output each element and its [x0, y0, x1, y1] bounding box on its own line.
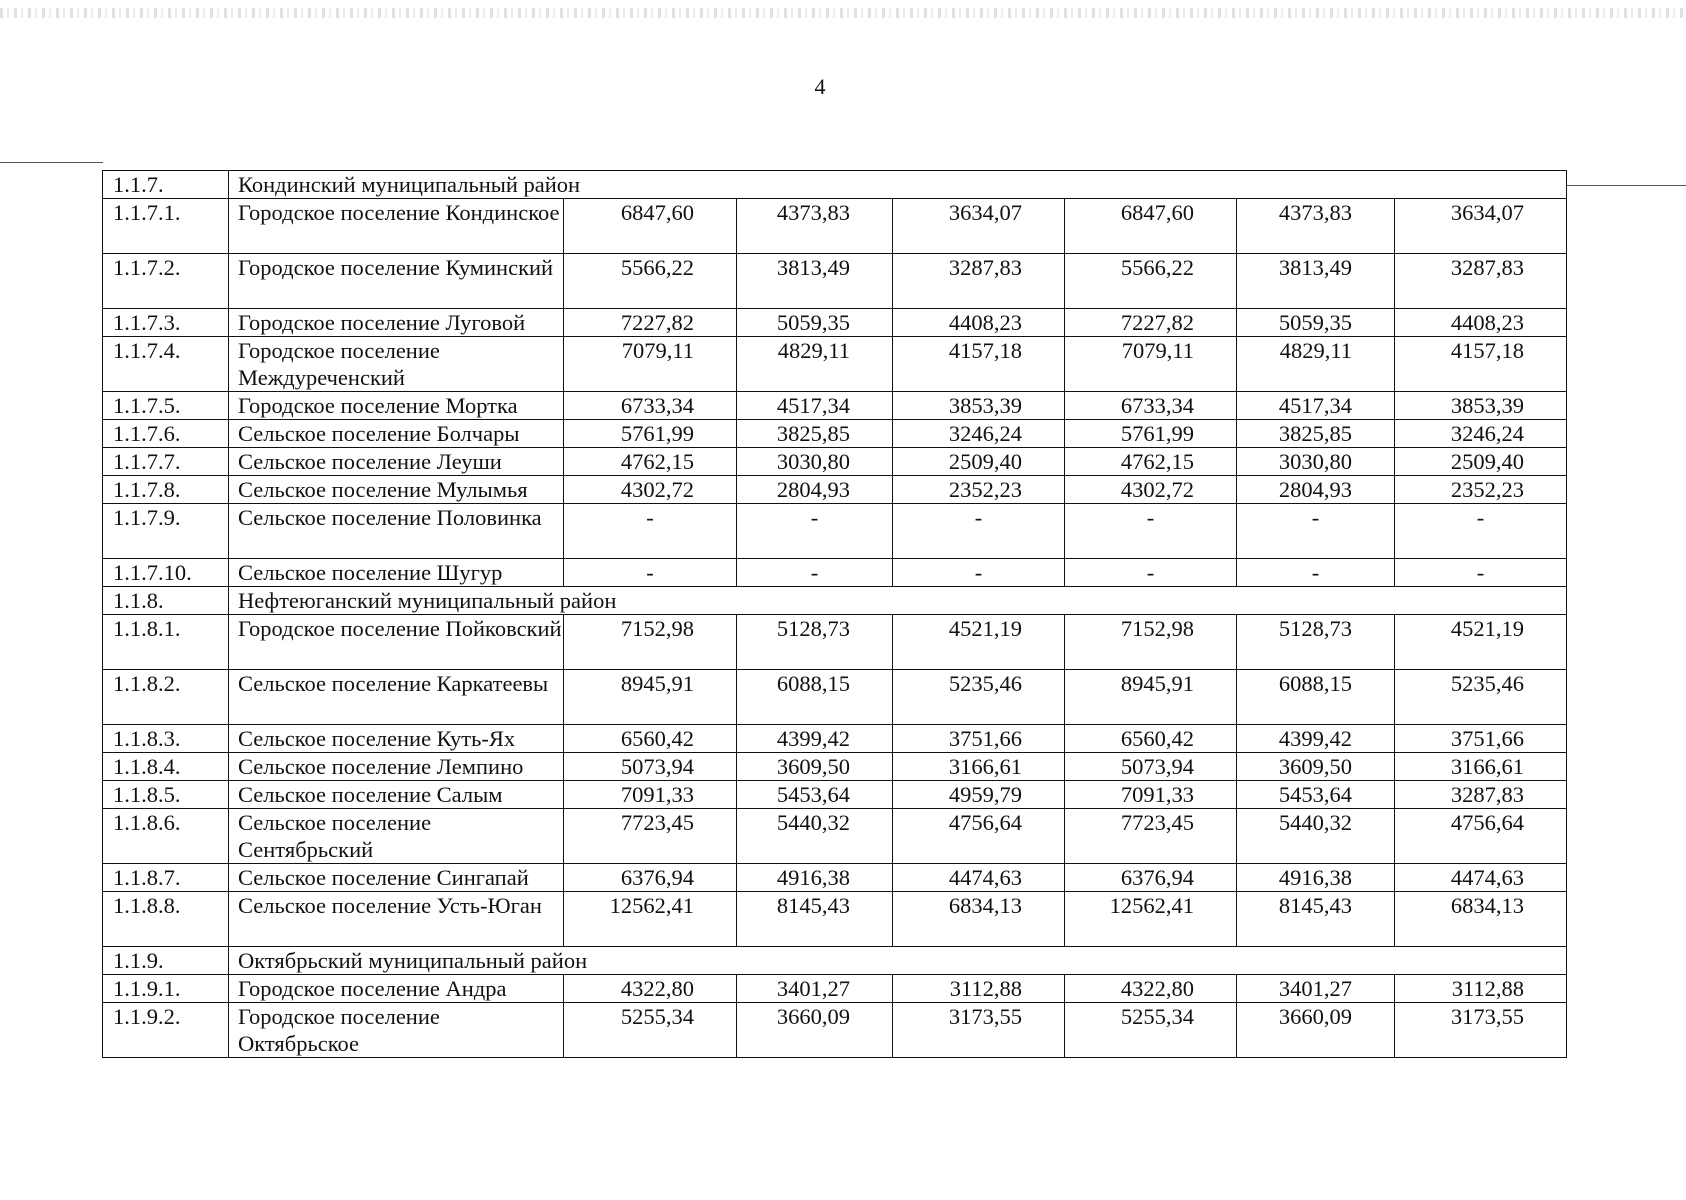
value-cell: 3287,83 — [1395, 254, 1567, 309]
value-cell: 4408,23 — [1395, 309, 1567, 337]
value-cell: 3112,88 — [893, 975, 1065, 1003]
value-cell: 3173,55 — [1395, 1003, 1567, 1058]
value-cell: 5255,34 — [564, 1003, 737, 1058]
value-cell: 3609,50 — [737, 753, 893, 781]
table-row — [103, 615, 1567, 670]
value-cell: 7723,45 — [564, 809, 737, 864]
value-cell: - — [1065, 559, 1237, 587]
value-cell: 4829,11 — [1237, 337, 1395, 392]
settlement-name: Сельское поселение Усть-Юган — [229, 892, 564, 947]
table-body — [103, 171, 1567, 1058]
settlement-name: Городское поселение Пойковский — [229, 615, 564, 670]
value-cell: 6088,15 — [737, 670, 893, 725]
value-cell: 4322,80 — [564, 975, 737, 1003]
table-group-row — [103, 947, 1567, 975]
value-cell: 3853,39 — [1395, 392, 1567, 420]
settlement-name: Сельское поселение Салым — [229, 781, 564, 809]
table-row — [103, 809, 1567, 864]
tariff-table — [102, 170, 1567, 1058]
value-cell: - — [564, 559, 737, 587]
value-cell: 3813,49 — [1237, 254, 1395, 309]
value-cell: 5761,99 — [1065, 420, 1237, 448]
horizontal-rule-right — [1566, 185, 1686, 186]
table-row — [103, 420, 1567, 448]
table-row — [103, 892, 1567, 947]
value-cell: 4474,63 — [1395, 864, 1567, 892]
settlement-name: Городское поселение Куминский — [229, 254, 564, 309]
settlement-name: Сельское поселение Леуши — [229, 448, 564, 476]
value-cell: 7227,82 — [564, 309, 737, 337]
value-cell: 2352,23 — [893, 476, 1065, 504]
value-cell: 5566,22 — [1065, 254, 1237, 309]
row-code: 1.1.7. — [103, 171, 229, 199]
value-cell: 4756,64 — [893, 809, 1065, 864]
row-code: 1.1.9.1. — [103, 975, 229, 1003]
row-code: 1.1.7.5. — [103, 392, 229, 420]
value-cell: 4521,19 — [893, 615, 1065, 670]
table-row — [103, 337, 1567, 392]
value-cell: 4322,80 — [1065, 975, 1237, 1003]
settlement-name: Сельское поселение Куть-Ях — [229, 725, 564, 753]
value-cell: 5073,94 — [1065, 753, 1237, 781]
value-cell: 3112,88 — [1395, 975, 1567, 1003]
value-cell: 3401,27 — [737, 975, 893, 1003]
value-cell: - — [893, 504, 1065, 559]
table-row — [103, 725, 1567, 753]
row-code: 1.1.9. — [103, 947, 229, 975]
page-number: 4 — [814, 74, 826, 99]
value-cell: 5235,46 — [893, 670, 1065, 725]
value-cell: 4302,72 — [1065, 476, 1237, 504]
value-cell: 4408,23 — [893, 309, 1065, 337]
settlement-name: Сельское поселение Сингапай — [229, 864, 564, 892]
value-cell: 3166,61 — [1395, 753, 1567, 781]
table-row — [103, 448, 1567, 476]
value-cell: 5453,64 — [1237, 781, 1395, 809]
value-cell: 4302,72 — [564, 476, 737, 504]
value-cell: 3751,66 — [893, 725, 1065, 753]
value-cell: 4916,38 — [737, 864, 893, 892]
value-cell: 2509,40 — [1395, 448, 1567, 476]
value-cell: 3751,66 — [1395, 725, 1567, 753]
row-code: 1.1.7.6. — [103, 420, 229, 448]
row-code: 1.1.8.5. — [103, 781, 229, 809]
settlement-name: Городское поселение Междуреченский — [229, 337, 564, 392]
value-cell: 4373,83 — [737, 199, 893, 254]
value-cell: - — [1395, 559, 1567, 587]
value-cell: - — [737, 559, 893, 587]
row-code: 1.1.7.2. — [103, 254, 229, 309]
value-cell: 8945,91 — [1065, 670, 1237, 725]
row-code: 1.1.8.3. — [103, 725, 229, 753]
value-cell: 7091,33 — [564, 781, 737, 809]
row-code: 1.1.7.3. — [103, 309, 229, 337]
table-row — [103, 975, 1567, 1003]
value-cell: 3030,80 — [737, 448, 893, 476]
value-cell: 6834,13 — [1395, 892, 1567, 947]
value-cell: 3246,24 — [893, 420, 1065, 448]
row-code: 1.1.8.2. — [103, 670, 229, 725]
value-cell: 4959,79 — [893, 781, 1065, 809]
value-cell: 8945,91 — [564, 670, 737, 725]
value-cell: 3813,49 — [737, 254, 893, 309]
table-row — [103, 559, 1567, 587]
table-row — [103, 1003, 1567, 1058]
table-row — [103, 254, 1567, 309]
value-cell: 3825,85 — [1237, 420, 1395, 448]
value-cell: 6847,60 — [1065, 199, 1237, 254]
value-cell: - — [737, 504, 893, 559]
value-cell: 3287,83 — [1395, 781, 1567, 809]
value-cell: 7723,45 — [1065, 809, 1237, 864]
value-cell: 7079,11 — [1065, 337, 1237, 392]
value-cell: 5761,99 — [564, 420, 737, 448]
value-cell: 3634,07 — [1395, 199, 1567, 254]
value-cell: 3825,85 — [737, 420, 893, 448]
value-cell: 5059,35 — [737, 309, 893, 337]
value-cell: - — [1237, 504, 1395, 559]
table-row — [103, 781, 1567, 809]
value-cell: 5440,32 — [737, 809, 893, 864]
district-name: Кондинский муниципальный район — [229, 171, 1567, 199]
value-cell: 6733,34 — [564, 392, 737, 420]
row-code: 1.1.8. — [103, 587, 229, 615]
row-code: 1.1.8.8. — [103, 892, 229, 947]
table-row — [103, 199, 1567, 254]
value-cell: - — [893, 559, 1065, 587]
value-cell: 8145,43 — [737, 892, 893, 947]
table-row — [103, 476, 1567, 504]
row-code: 1.1.7.7. — [103, 448, 229, 476]
row-code: 1.1.8.4. — [103, 753, 229, 781]
value-cell: 6834,13 — [893, 892, 1065, 947]
value-cell: 4762,15 — [564, 448, 737, 476]
scan-artifact-line — [0, 8, 1686, 18]
table-group-row — [103, 587, 1567, 615]
value-cell: 4517,34 — [737, 392, 893, 420]
value-cell: 3287,83 — [893, 254, 1065, 309]
row-code: 1.1.7.4. — [103, 337, 229, 392]
settlement-name: Городское поселение Октябрьское — [229, 1003, 564, 1058]
value-cell: - — [564, 504, 737, 559]
value-cell: 6376,94 — [564, 864, 737, 892]
value-cell: 2804,93 — [1237, 476, 1395, 504]
settlement-name: Сельское поселение Мулымья — [229, 476, 564, 504]
value-cell: 3660,09 — [737, 1003, 893, 1058]
settlement-name: Сельское поселение Болчары — [229, 420, 564, 448]
table-row — [103, 309, 1567, 337]
value-cell: 3401,27 — [1237, 975, 1395, 1003]
value-cell: 4157,18 — [893, 337, 1065, 392]
settlement-name: Сельское поселение Каркатеевы — [229, 670, 564, 725]
value-cell: 5059,35 — [1237, 309, 1395, 337]
value-cell: 3660,09 — [1237, 1003, 1395, 1058]
value-cell: 4474,63 — [893, 864, 1065, 892]
settlement-name: Городское поселение Мортка — [229, 392, 564, 420]
settlement-name: Городское поселение Кондинское — [229, 199, 564, 254]
value-cell: 7227,82 — [1065, 309, 1237, 337]
value-cell: 4399,42 — [737, 725, 893, 753]
value-cell: 8145,43 — [1237, 892, 1395, 947]
table-group-row — [103, 171, 1567, 199]
value-cell: 7152,98 — [1065, 615, 1237, 670]
row-code: 1.1.7.1. — [103, 199, 229, 254]
value-cell: 5128,73 — [737, 615, 893, 670]
value-cell: 12562,41 — [1065, 892, 1237, 947]
value-cell: 4373,83 — [1237, 199, 1395, 254]
table-row — [103, 753, 1567, 781]
row-code: 1.1.8.6. — [103, 809, 229, 864]
value-cell: - — [1395, 504, 1567, 559]
row-code: 1.1.7.10. — [103, 559, 229, 587]
settlement-name: Сельское поселение Сентябрьский — [229, 809, 564, 864]
settlement-name: Городское поселение Андра — [229, 975, 564, 1003]
settlement-name: Сельское поселение Половинка — [229, 504, 564, 559]
district-name: Октябрьский муниципальный район — [229, 947, 1567, 975]
value-cell: 12562,41 — [564, 892, 737, 947]
row-code: 1.1.8.1. — [103, 615, 229, 670]
value-cell: 2509,40 — [893, 448, 1065, 476]
district-name: Нефтеюганский муниципальный район — [229, 587, 1567, 615]
value-cell: 5235,46 — [1395, 670, 1567, 725]
value-cell: 2804,93 — [737, 476, 893, 504]
value-cell: 5255,34 — [1065, 1003, 1237, 1058]
value-cell: 5453,64 — [737, 781, 893, 809]
value-cell: 7152,98 — [564, 615, 737, 670]
value-cell: 5073,94 — [564, 753, 737, 781]
value-cell: 3166,61 — [893, 753, 1065, 781]
value-cell: 3853,39 — [893, 392, 1065, 420]
value-cell: 5440,32 — [1237, 809, 1395, 864]
value-cell: 5128,73 — [1237, 615, 1395, 670]
row-code: 1.1.8.7. — [103, 864, 229, 892]
value-cell: 3030,80 — [1237, 448, 1395, 476]
value-cell: 4157,18 — [1395, 337, 1567, 392]
settlement-name: Городское поселение Луговой — [229, 309, 564, 337]
value-cell: 6847,60 — [564, 199, 737, 254]
horizontal-rule-left — [0, 162, 103, 163]
table-row — [103, 864, 1567, 892]
value-cell: 3173,55 — [893, 1003, 1065, 1058]
value-cell: 6560,42 — [1065, 725, 1237, 753]
value-cell: 6088,15 — [1237, 670, 1395, 725]
value-cell: 3609,50 — [1237, 753, 1395, 781]
value-cell: 4756,64 — [1395, 809, 1567, 864]
value-cell: 4399,42 — [1237, 725, 1395, 753]
value-cell: 6376,94 — [1065, 864, 1237, 892]
row-code: 1.1.7.9. — [103, 504, 229, 559]
settlement-name: Сельское поселение Шугур — [229, 559, 564, 587]
value-cell: 7091,33 — [1065, 781, 1237, 809]
value-cell: 4916,38 — [1237, 864, 1395, 892]
value-cell: 4521,19 — [1395, 615, 1567, 670]
value-cell: 6560,42 — [564, 725, 737, 753]
value-cell: 5566,22 — [564, 254, 737, 309]
value-cell: 4517,34 — [1237, 392, 1395, 420]
value-cell: 2352,23 — [1395, 476, 1567, 504]
table-row — [103, 392, 1567, 420]
value-cell: 7079,11 — [564, 337, 737, 392]
value-cell: 3246,24 — [1395, 420, 1567, 448]
value-cell: 6733,34 — [1065, 392, 1237, 420]
value-cell: - — [1237, 559, 1395, 587]
settlement-name: Сельское поселение Лемпино — [229, 753, 564, 781]
row-code: 1.1.9.2. — [103, 1003, 229, 1058]
value-cell: 4762,15 — [1065, 448, 1237, 476]
value-cell: - — [1065, 504, 1237, 559]
value-cell: 3634,07 — [893, 199, 1065, 254]
row-code: 1.1.7.8. — [103, 476, 229, 504]
table-row — [103, 670, 1567, 725]
value-cell: 4829,11 — [737, 337, 893, 392]
table-row — [103, 504, 1567, 559]
